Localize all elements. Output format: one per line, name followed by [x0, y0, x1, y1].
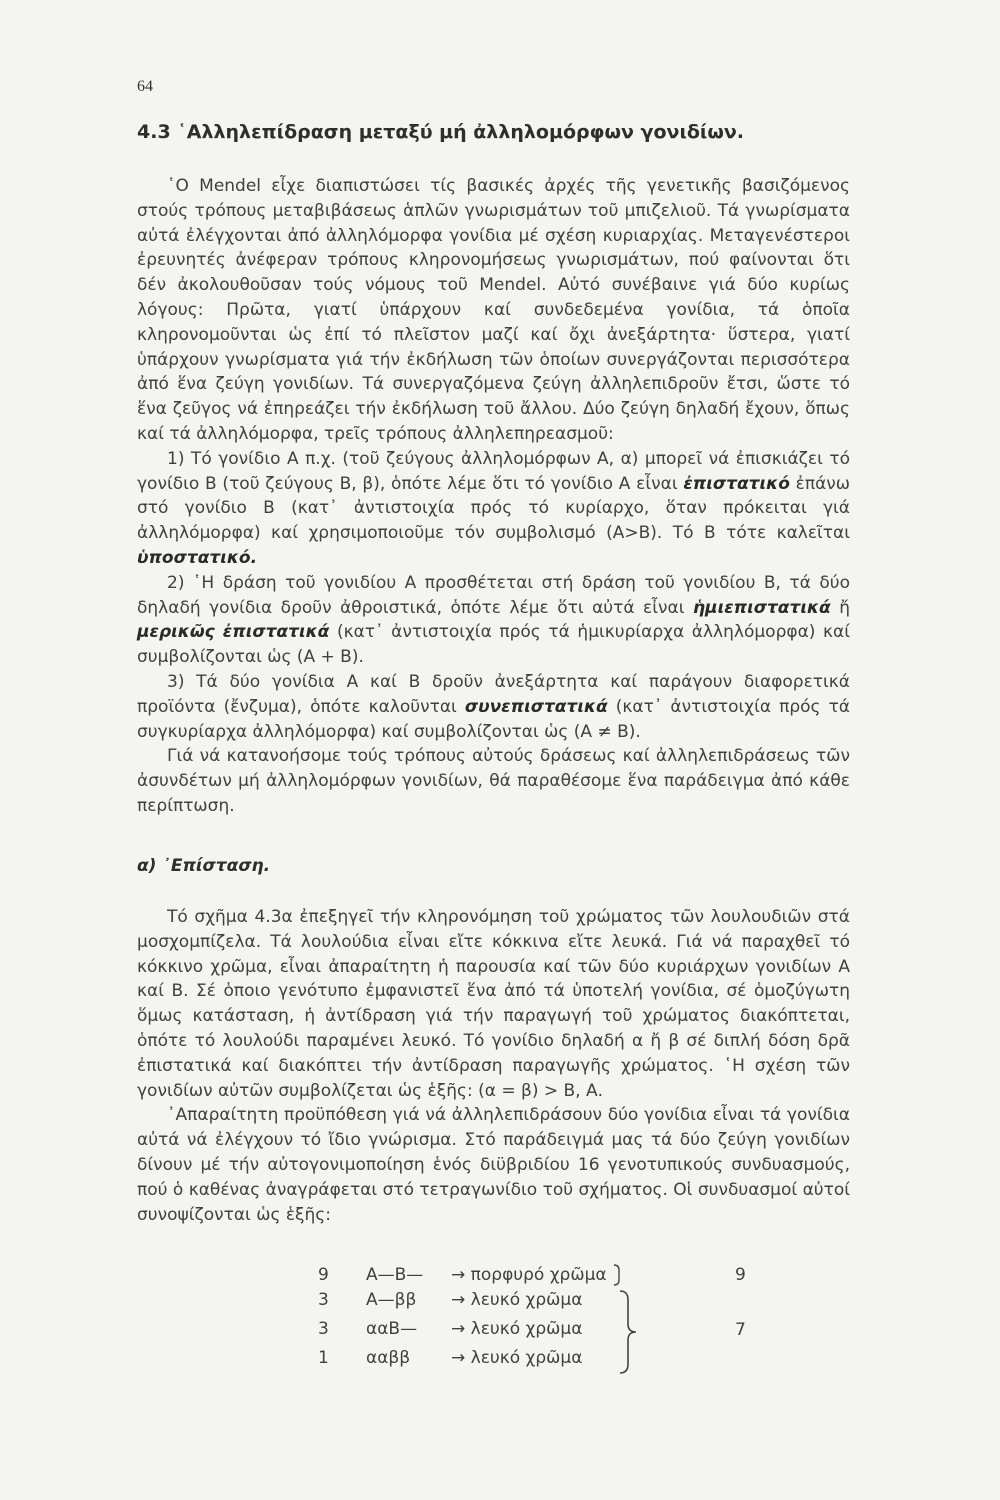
body-text-main — [137, 174, 850, 819]
page-number: 64 — [137, 78, 153, 95]
subheading-epistasis: α) ᾿Επίσταση. — [137, 856, 271, 876]
body-text-epistasis — [137, 905, 850, 1227]
total-white: 7 — [735, 1320, 746, 1340]
epistasis-paragraph-2: ᾿Απαραίτητη προϋπόθεση γιά νά ἀλληλεπιδράσουν δύο γονίδια εἶναι τά γονίδια αὐτά νά ἐλέγχουν τό ἴδιο γνώρισμα. Στό παράδειγμά μας τά δύο ζεύγη γονιδίων δίνουν μέ τήν αὐτογονιμοποίηση ἑνός διϋβριδίου 16 γενοτυπικούς συνδυασμούς, πού ὁ καθένας ἀναγράφεται στό τετραγωνίδιο τοῦ σχήματος. Οἱ συνδυασμοί αὐτοί συνοψίζονται ὡς ἑξῆς: — [137, 1105, 850, 1225]
list-item-2: 2) ῾Η δράση τοῦ γονιδίου Α προσθέτεται στή δράση τοῦ γονιδίου Β, τά δύο δηλαδή γονίδια δροῦν ἀθροιστικά, ὁπότε λέμε ὅτι αὐτά εἶναι ἡμιεπιστατικά ἤ μερικῶς ἐπιστατικά (κατ᾽ ἀντιστοιχία πρός τά ἡμικυρίαρχα ἀλληλόμορφα) καί συμβολίζονται ὡς (Α + Β). — [137, 572, 850, 668]
intro-paragraph: ῾Ο Mendel εἶχε διαπιστώσει τίς βασικές ἀρχές τῆς γενετικῆς βασιζόμενος στούς τρόπους μεταβιβάσεως ἁπλῶν γνωρισμάτων τοῦ μπιζελιοῦ. Τά γνωρίσματα αὐτά ἐλέγχονται ἀπό ἀλληλόμορφα γονίδια μέ σχέση κυριαρχίας. Μεταγενέστεροι ἐρευνητές ἀνέφεραν τρόπους κληρονομήσεως γνωρισμάτων, πού φαίνονται ὅτι δέν ἀκολουθοῦσαν τούς νόμους τοῦ Mendel. Αὐτό συνέβαινε γιά δύο κυρίως λόγους: Πρῶτα, γιατί ὑπάρχουν καί συνδεδεμένα γονίδια, τά ὁποῖα κληρονομοῦνται ὡς ἐπί τό πλεῖστον μαζί καί ὄχι ἀνεξάρτητα· ὕστερα, γιατί ὑπάρχουν γνωρίσματα γιά τήν ἐκδήλωση τῶν ὁποίων συνεργάζονται περισσότερα ἀπό ἕνα ζεύγη γονιδίων. Τά συνεργαζόμενα ζεύγη ἀλληλεπιδροῦν ἔτσι, ὥστε τό ἕνα ζεῦγος νά ἐπηρεάζει τήν ἐκδήλωση τοῦ ἄλλου. Δύο ζεύγη δηλαδή ἔχουν, ὅπως καί τά ἀλληλόμορφα, τρεῖς τρόπους ἀλληλεπηρεασμοῦ: — [137, 176, 850, 444]
term-epistatic: ἐπιστατικό — [683, 473, 790, 494]
list-item-3: 3) Τά δύο γονίδια Α καί Β δροῦν ἀνεξάρτητα καί παράγουν διαφορετικά προϊόντα (ἔνζυμα), ὁπότε καλοῦνται συνεπιστατικά (κατ᾽ ἀντιστοιχία πρός τά συγκυρίαρχα ἀλληλόμορφα) καί συμβολίζονται ὡς (Α ≠ Β). — [137, 671, 851, 742]
curly-brace — [616, 1288, 644, 1376]
total-colored: 9 — [735, 1265, 746, 1285]
term-hypostatic: ὑποστατικό. — [137, 547, 258, 568]
section-heading: 4.3 ῾Αλληλεπίδραση μεταξύ μή ἀλληλομόρφων γονιδίων. — [137, 121, 744, 143]
term-partially-epistatic: μερικῶς ἐπιστατικά — [137, 622, 330, 643]
list-item-1: 1) Τό γονίδιο Α π.χ. (τοῦ ζεύγους ἀλληλομόρφων Α, α) μπορεῖ νά ἐπισκιάζει τό γονίδιο Β (τοῦ ζεύγους Β, β), ὁπότε λέμε ὅτι τό γονίδιο Α εἶναι ἐπιστατικό ἐπάνω στό γονίδιο Β (κατ᾽ ἀντιστοιχία πρός τό κυρίαρχο, ὅταν πρόκειται γιά ἀλληλόμορφα) καί χρησιμοποιοῦμε τόν συμβολισμό (Α>Β). Τό Β τότε καλεῖται ὑποστατικό. — [137, 448, 851, 568]
term-semi-epistatic: ἡμιεπιστατικά — [692, 597, 831, 618]
single-bracket — [608, 1262, 628, 1288]
outro-paragraph: Γιά νά κατανοήσομε τούς τρόπους αὐτούς δράσεως καί ἀλληλεπιδράσεως τῶν ἀσυνδέτων μή ἀλληλομόρφων γονιδίων, θά παραθέσομε ἕνα παράδειγμα ἀπό κάθε περίπτωση. — [137, 746, 850, 816]
book-page: 64 4.3 ῾Αλληλεπίδραση μεταξύ μή ἀλληλομόρφων γονιδίων. ῾Ο Mendel εἶχε διαπιστώσει τίς βασικές ἀρχές τῆς γενετικῆς βασιζόμενος στούς τρόπους μεταβιβάσεως ἁπλῶν γνωρισμάτων τοῦ μπιζελιοῦ. Τά γνωρίσματα αὐτά ἐλέγχονται ἀπό ἀλληλόμορφα γονίδια μέ σχέση κυριαρχίας. Μεταγενέστεροι ἐρευνητές ἀνέφεραν τρόπους κληρονομήσεως γνωρισμάτων, πού φαίνονται ὅτι δέν ἀκολουθοῦσαν τούς νόμους τοῦ Mendel. Αὐτό συνέβαινε γιά δύο κυρίως λόγους: Πρῶτα, γιατί ὑπάρχουν καί συνδεδεμένα γονίδια, τά ὁποῖα κληρονομοῦνται ὡς ἐπί τό πλεῖστον μαζί καί ὄχι ἀνεξάρτητα· ὕστερα, γιατί ὑπάρχουν γνωρίσματα γιά τήν ἐκδήλωση τῶν ὁποίων συνεργάζονται περισσότερα ἀπό ἕνα ζεύγη γονιδίων. Τά συνεργαζόμενα ζεύγη ἀλληλεπιδροῦν ἔτσι, ὥστε τό ἕνα ζεῦγος νά ἐπηρεάζει τήν ἐκδήλωση τοῦ ἄλλου. Δύο ζεύγη δηλαδή ἔχουν, ὅπως καί τά ἀλληλόμορφα, τρεῖς τρόπους ἀλληλεπηρεασμοῦ: 1) Τό γονίδιο Α π.χ. (τοῦ ζεύγους ἀλληλομόρφων Α, α) μπορεῖ νά ἐπισκιάζει τό γονίδιο Β (τοῦ ζεύγους Β, β), ὁπότε λέμε ὅτι τό γονίδιο Α εἶναι ἐπιστατικό ἐπάνω στό γονίδιο Β (κατ᾽ ἀντιστοιχία πρός τό κυρίαρχο, ὅταν πρόκειται γιά ἀλληλόμορφα) καί χρησιμοποιοῦμε τόν συμβολισμό (Α>Β). Τό Β τότε καλεῖται ὑποστατικό. 2) ῾Η δράση τοῦ γονιδίου Α προσθέτεται στή δράση τοῦ γονιδίου Β, τά δύο δηλαδή γονίδια δροῦν ἀθροιστικά, ὁπότε λέμε ὅτι αὐτά εἶναι ἡμιεπιστατικά ἤ μερικῶς ἐπιστατικά (κατ᾽ ἀντιστοιχία πρός τά ἡμικυρίαρχα ἀλληλόμορφα) καί συμβολίζονται ὡς (Α + Β). 3) Τά δύο γονίδια Α καί Β δροῦν ἀνεξάρτητα καί παράγουν διαφορετικά προϊόντα (ἔνζυμα), ὁπότε καλοῦνται συνεπιστατικά (κατ᾽ ἀντιστοιχία πρός τά συγκυρίαρχα ἀλληλόμορφα) καί συμβολίζονται ὡς (Α ≠ Β). Γιά νά κατανοήσομε τούς τρόπους αὐτούς δράσεως καί ἀλληλεπιδράσεως τῶν ἀσυνδέτων μή ἀλληλομόρφων γονιδίων, θά παραθέσομε ἕνα παράδειγμα ἀπό κάθε περίπτωση. α) ᾿Επίσταση. Τό σχῆμα 4.3α ἐπεξηγεῖ τήν κληρονόμηση τοῦ χρώματος τῶν λουλουδιῶν στά μοσχομπίζελα. Τά λουλούδια εἶναι εἴτε κόκκινα εἴτε λευκά. Γιά νά παραχθεῖ τό κόκκινο χρῶμα, εἶναι ἀπαραίτητη ἡ παρουσία καί τῶν δύο κυριάρχων γονιδίων Α καί Β. Σέ ὁποιο γενότυπο ἐμφανιστεῖ ἕνα ἀπό τά ὑποτελή γονίδια, σέ ὁμοζύγωτη ὅμως κατάσταση, ἡ ἀντίδραση γιά τήν παραγωγή τοῦ χρώματος διακόπτεται, ὁπότε τό λουλούδι παραμένει λευκό. Τό γονίδιο δηλαδή α ἤ β σέ διπλή δόση δρᾶ ἐπιστατικά καί διακόπτει τήν ἀντίδραση παραγωγῆς χρώματος. ῾Η σχέση τῶν γονιδίων αὐτῶν συμβολίζεται ὡς ἑξῆς: (α = β) > Β, Α. ᾿Απαραίτητη προϋπόθεση γιά νά ἀλληλεπιδράσουν δύο γονίδια εἶναι τά γονίδια αὐτά νά ἐλέγχουν τό ἴδιο γνώρισμα. Στό παράδειγμά μας τά δύο ζεύγη γονιδίων δίνουν μέ τήν αὐτογονιμοποίηση ἑνός διϋβριδίου 16 γενοτυπικούς συνδυασμούς, πού ὁ καθένας ἀναγράφεται στό τετραγωνίδιο τοῦ σχήματος. Οἱ συνδυασμοί αὐτοί συνοψίζονται ὡς ἑξῆς: 9 Α—Β— → πορφυρό χρῶμα 3 Α—ββ → λευκό χρῶμα 3 ααΒ— → λευκό χρῶμα 1 ααββ → λευκό χρῶμα 9 7 — [0, 0, 1000, 1500]
epistasis-paragraph-1: Τό σχῆμα 4.3α ἐπεξηγεῖ τήν κληρονόμηση τοῦ χρώματος τῶν λουλουδιῶν στά μοσχομπίζελα. Τά λουλούδια εἶναι εἴτε κόκκινα εἴτε λευκά. Γιά νά παραχθεῖ τό κόκκινο χρῶμα, εἶναι ἀπαραίτητη ἡ παρουσία καί τῶν δύο κυριάρχων γονιδίων Α καί Β. Σέ ὁποιο γενότυπο ἐμφανιστεῖ ἕνα ἀπό τά ὑποτελή γονίδια, σέ ὁμοζύγωτη ὅμως κατάσταση, ἡ ἀντίδραση γιά τήν παραγωγή τοῦ χρώματος διακόπτεται, ὁπότε τό λουλούδι παραμένει λευκό. Τό γονίδιο δηλαδή α ἤ β σέ διπλή δόση δρᾶ ἐπιστατικά καί διακόπτει τήν ἀντίδραση παραγωγῆς χρώματος. ῾Η σχέση τῶν γονιδίων αὐτῶν συμβολίζεται ὡς ἑξῆς: (α = β) > Β, Α. — [137, 907, 850, 1101]
term-co-epistatic: συνεπιστατικά — [464, 696, 608, 717]
